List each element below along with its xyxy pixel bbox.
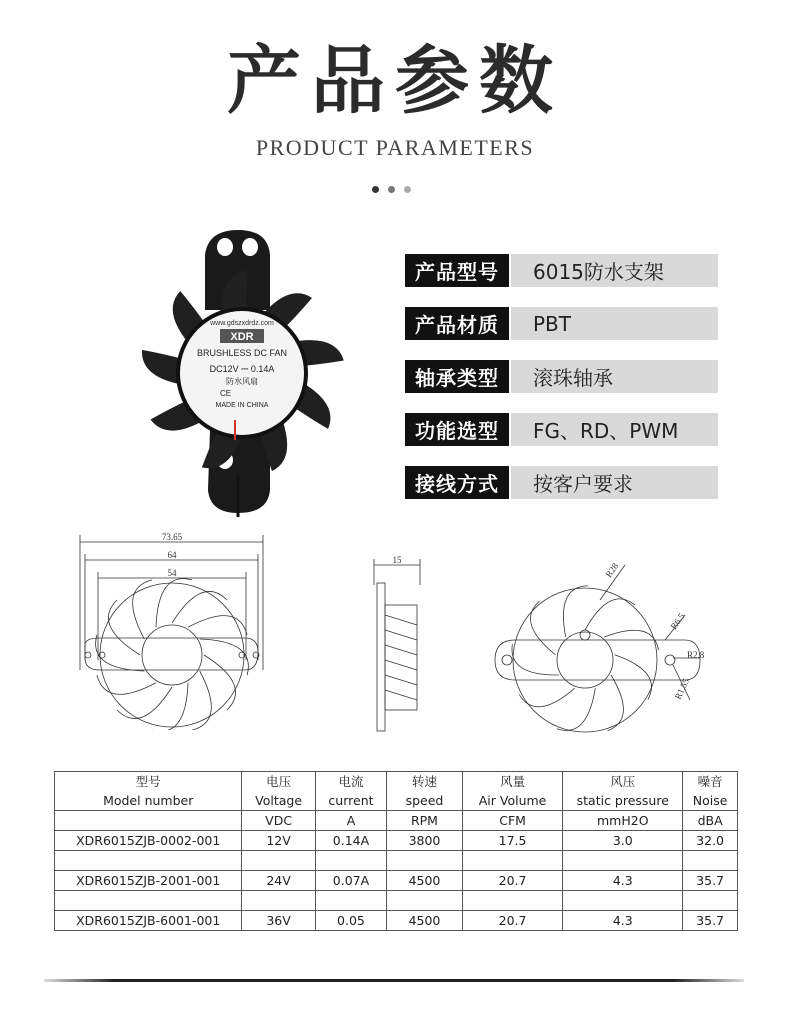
table-cell: XDR6015ZJB-2001-001 bbox=[55, 871, 242, 891]
table-cell: XDR6015ZJB-0002-001 bbox=[55, 831, 242, 851]
table-spacer-row bbox=[55, 851, 738, 871]
header-cn: 风量 bbox=[500, 774, 526, 789]
header-cn: 噪音 bbox=[697, 774, 723, 789]
unit-cell: mmH2O bbox=[563, 811, 683, 831]
table-cell: 3.0 bbox=[563, 831, 683, 851]
page-subtitle: PRODUCT PARAMETERS bbox=[255, 135, 535, 160]
unit-cell bbox=[55, 811, 242, 831]
parameter-list bbox=[405, 254, 718, 519]
unit-cell: VDC bbox=[242, 811, 315, 831]
pagination-dots bbox=[372, 186, 411, 193]
param-label: 产品型号 bbox=[405, 254, 509, 287]
param-row-bearing bbox=[405, 360, 718, 393]
fan-product-photo bbox=[120, 225, 390, 520]
dim-radius-blade: R28 bbox=[603, 561, 621, 580]
table-cell: 17.5 bbox=[462, 831, 563, 851]
param-label: 产品材质 bbox=[405, 307, 509, 340]
header-en: Model number bbox=[103, 793, 194, 808]
table-cell: 0.05 bbox=[315, 911, 386, 931]
unit-cell: RPM bbox=[387, 811, 463, 831]
param-value: 6015防水支架 bbox=[511, 254, 718, 287]
fan-label-brand: XDR bbox=[230, 331, 254, 343]
table-cell: 36V bbox=[242, 911, 315, 931]
dot-2 bbox=[388, 186, 395, 193]
table-cell: 4500 bbox=[387, 911, 463, 931]
table-cell: 35.7 bbox=[683, 871, 738, 891]
table-cell: 3800 bbox=[387, 831, 463, 851]
table-cell: 20.7 bbox=[462, 911, 563, 931]
dim-hole-width: 54 bbox=[167, 568, 177, 578]
header-en: Noise bbox=[692, 793, 728, 808]
table-row bbox=[55, 831, 738, 851]
dim-hole-radius: R2.8 bbox=[687, 650, 705, 660]
bottom-divider bbox=[44, 979, 744, 982]
table-units-row bbox=[55, 811, 738, 831]
table-header-row bbox=[55, 772, 738, 811]
header-cn: 转速 bbox=[411, 774, 437, 789]
table-cell: 0.14A bbox=[315, 831, 386, 851]
header-cn: 电压 bbox=[266, 774, 292, 789]
param-value: FG、RD、PWM bbox=[511, 413, 718, 446]
col-header-current bbox=[315, 772, 386, 811]
header-cn: 风压 bbox=[610, 774, 636, 789]
fan-label-ce: CE bbox=[220, 389, 232, 398]
header-en: static pressure bbox=[576, 793, 669, 808]
unit-cell: A bbox=[315, 811, 386, 831]
table-cell: 4.3 bbox=[563, 871, 683, 891]
col-header-static-pressure bbox=[563, 772, 683, 811]
param-label: 功能选型 bbox=[405, 413, 509, 446]
dim-total-width: 73.65 bbox=[161, 532, 183, 542]
param-row-model bbox=[405, 254, 718, 287]
table-cell: 4500 bbox=[387, 871, 463, 891]
unit-cell: dBA bbox=[683, 811, 738, 831]
param-row-function bbox=[405, 413, 718, 446]
table-row bbox=[55, 871, 738, 891]
col-header-speed bbox=[387, 772, 463, 811]
dim-hole-pitch: R6.5 bbox=[668, 611, 687, 632]
table-row bbox=[55, 911, 738, 931]
table-cell: XDR6015ZJB-6001-001 bbox=[55, 911, 242, 931]
col-header-noise bbox=[683, 772, 738, 811]
header-cn: 型号 bbox=[135, 774, 161, 789]
header-en: Air Volume bbox=[478, 793, 547, 808]
param-label: 接线方式 bbox=[405, 466, 509, 499]
table-cell: 4.3 bbox=[563, 911, 683, 931]
col-header-model bbox=[55, 772, 242, 811]
param-row-material bbox=[405, 307, 718, 340]
col-header-voltage bbox=[242, 772, 315, 811]
unit-cell: CFM bbox=[462, 811, 563, 831]
col-header-air-volume bbox=[462, 772, 563, 811]
param-value: PBT bbox=[511, 307, 718, 340]
header-en: Voltage bbox=[255, 793, 303, 808]
fan-label-rating: DC12V ⎓ 0.14A bbox=[209, 364, 275, 374]
fan-label-url: www.gdszxdrdz.com bbox=[210, 320, 274, 327]
table-spacer-row bbox=[55, 891, 738, 911]
param-row-wiring bbox=[405, 466, 718, 499]
dim-hole-edge: R1.55 bbox=[672, 676, 692, 701]
param-label: 轴承类型 bbox=[405, 360, 509, 393]
page-title: 产品参数 bbox=[227, 38, 563, 124]
param-value: 按客户要求 bbox=[511, 466, 718, 499]
fan-label-origin: MADE IN CHINA bbox=[215, 402, 269, 409]
spec-table bbox=[54, 771, 738, 931]
table-cell: 32.0 bbox=[683, 831, 738, 851]
param-value: 滚珠轴承 bbox=[511, 360, 718, 393]
table-cell: 20.7 bbox=[462, 871, 563, 891]
top-view-drawing bbox=[485, 560, 735, 740]
fan-label-cn: 防水风扇 bbox=[226, 377, 258, 386]
table-cell: 24V bbox=[242, 871, 315, 891]
side-view-drawing bbox=[362, 555, 432, 735]
dot-3 bbox=[404, 186, 411, 193]
dim-mid-width: 64 bbox=[167, 550, 177, 560]
table-cell: 0.07A bbox=[315, 871, 386, 891]
header-en: current bbox=[328, 793, 374, 808]
dot-1 bbox=[372, 186, 379, 193]
table-cell: 12V bbox=[242, 831, 315, 851]
header-en: speed bbox=[405, 793, 444, 808]
table-cell: 35.7 bbox=[683, 911, 738, 931]
header-cn: 电流 bbox=[338, 774, 364, 789]
front-view-drawing bbox=[70, 530, 280, 730]
fan-label-type: BRUSHLESS DC FAN bbox=[196, 348, 288, 358]
dim-thickness: 15 bbox=[392, 555, 402, 565]
